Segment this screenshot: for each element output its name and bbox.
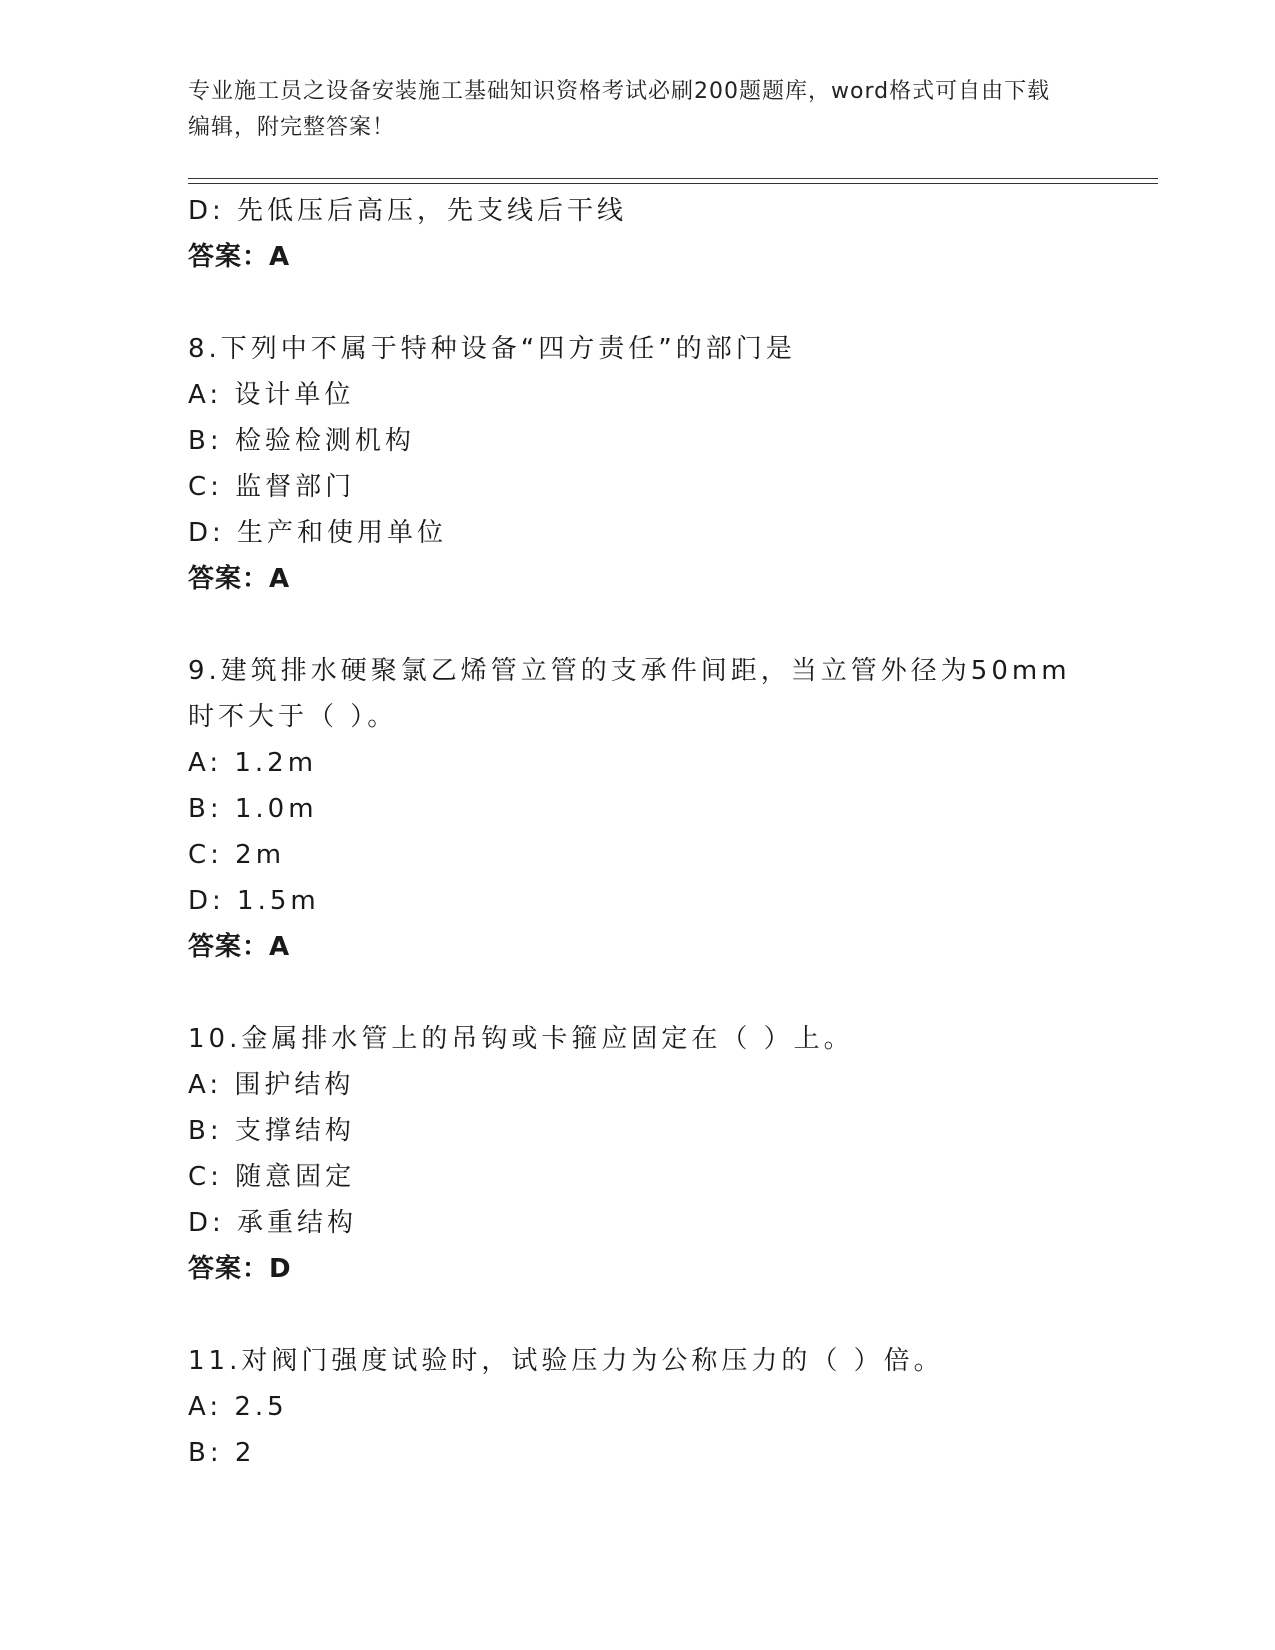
option-d: D: 先低压后高压，先支线后干线 [188, 196, 628, 226]
option-d: D: 1.5m [188, 886, 320, 916]
option-a: A: 2.5 [188, 1392, 288, 1422]
option-a: A: 1.2m [188, 748, 318, 778]
option-c: C: 2m [188, 840, 286, 870]
answer-label: 答案：A [188, 932, 291, 962]
answer-label: 答案：A [188, 242, 291, 272]
question-9 [188, 648, 1088, 970]
option-b: B: 检验检测机构 [188, 426, 415, 456]
question-text: 10.金属排水管上的吊钩或卡箍应固定在（ ）上。 [188, 1024, 854, 1054]
option-b: B: 支撑结构 [188, 1116, 355, 1146]
question-text: 9.建筑排水硬聚氯乙烯管立管的支承件间距，当立管外径为50mm时不大于（ ）。 [188, 656, 1071, 732]
option-b: B: 1.0m [188, 794, 318, 824]
question-text: 11.对阀门强度试验时，试验压力为公称压力的（ ）倍。 [188, 1346, 944, 1376]
option-d: D: 生产和使用单位 [188, 518, 448, 548]
option-c: C: 随意固定 [188, 1162, 356, 1192]
option-b: B: 2 [188, 1438, 256, 1468]
header-rule-bottom [188, 183, 1158, 184]
answer-label: 答案：D [188, 1254, 292, 1284]
question-8 [188, 326, 1088, 602]
spacer [188, 970, 1088, 1016]
header-rule-top [188, 178, 1158, 179]
option-c: C: 监督部门 [188, 472, 356, 502]
question-10 [188, 1016, 1088, 1292]
spacer [188, 602, 1088, 648]
document-header: 专业施工员之设备安装施工基础知识资格考试必刷200题题库，word格式可自由下载编辑，附完整答案！ [188, 79, 1051, 140]
spacer [188, 280, 1088, 326]
question-list [188, 188, 1088, 1476]
option-a: A: 围护结构 [188, 1070, 355, 1100]
option-d: D: 承重结构 [188, 1208, 358, 1238]
spacer [188, 1292, 1088, 1338]
option-a: A: 设计单位 [188, 380, 355, 410]
question-11 [188, 1338, 1088, 1476]
question-7-tail [188, 188, 1088, 280]
question-text: 8.下列中不属于特种设备“四方责任”的部门是 [188, 334, 796, 364]
answer-label: 答案：A [188, 564, 291, 594]
